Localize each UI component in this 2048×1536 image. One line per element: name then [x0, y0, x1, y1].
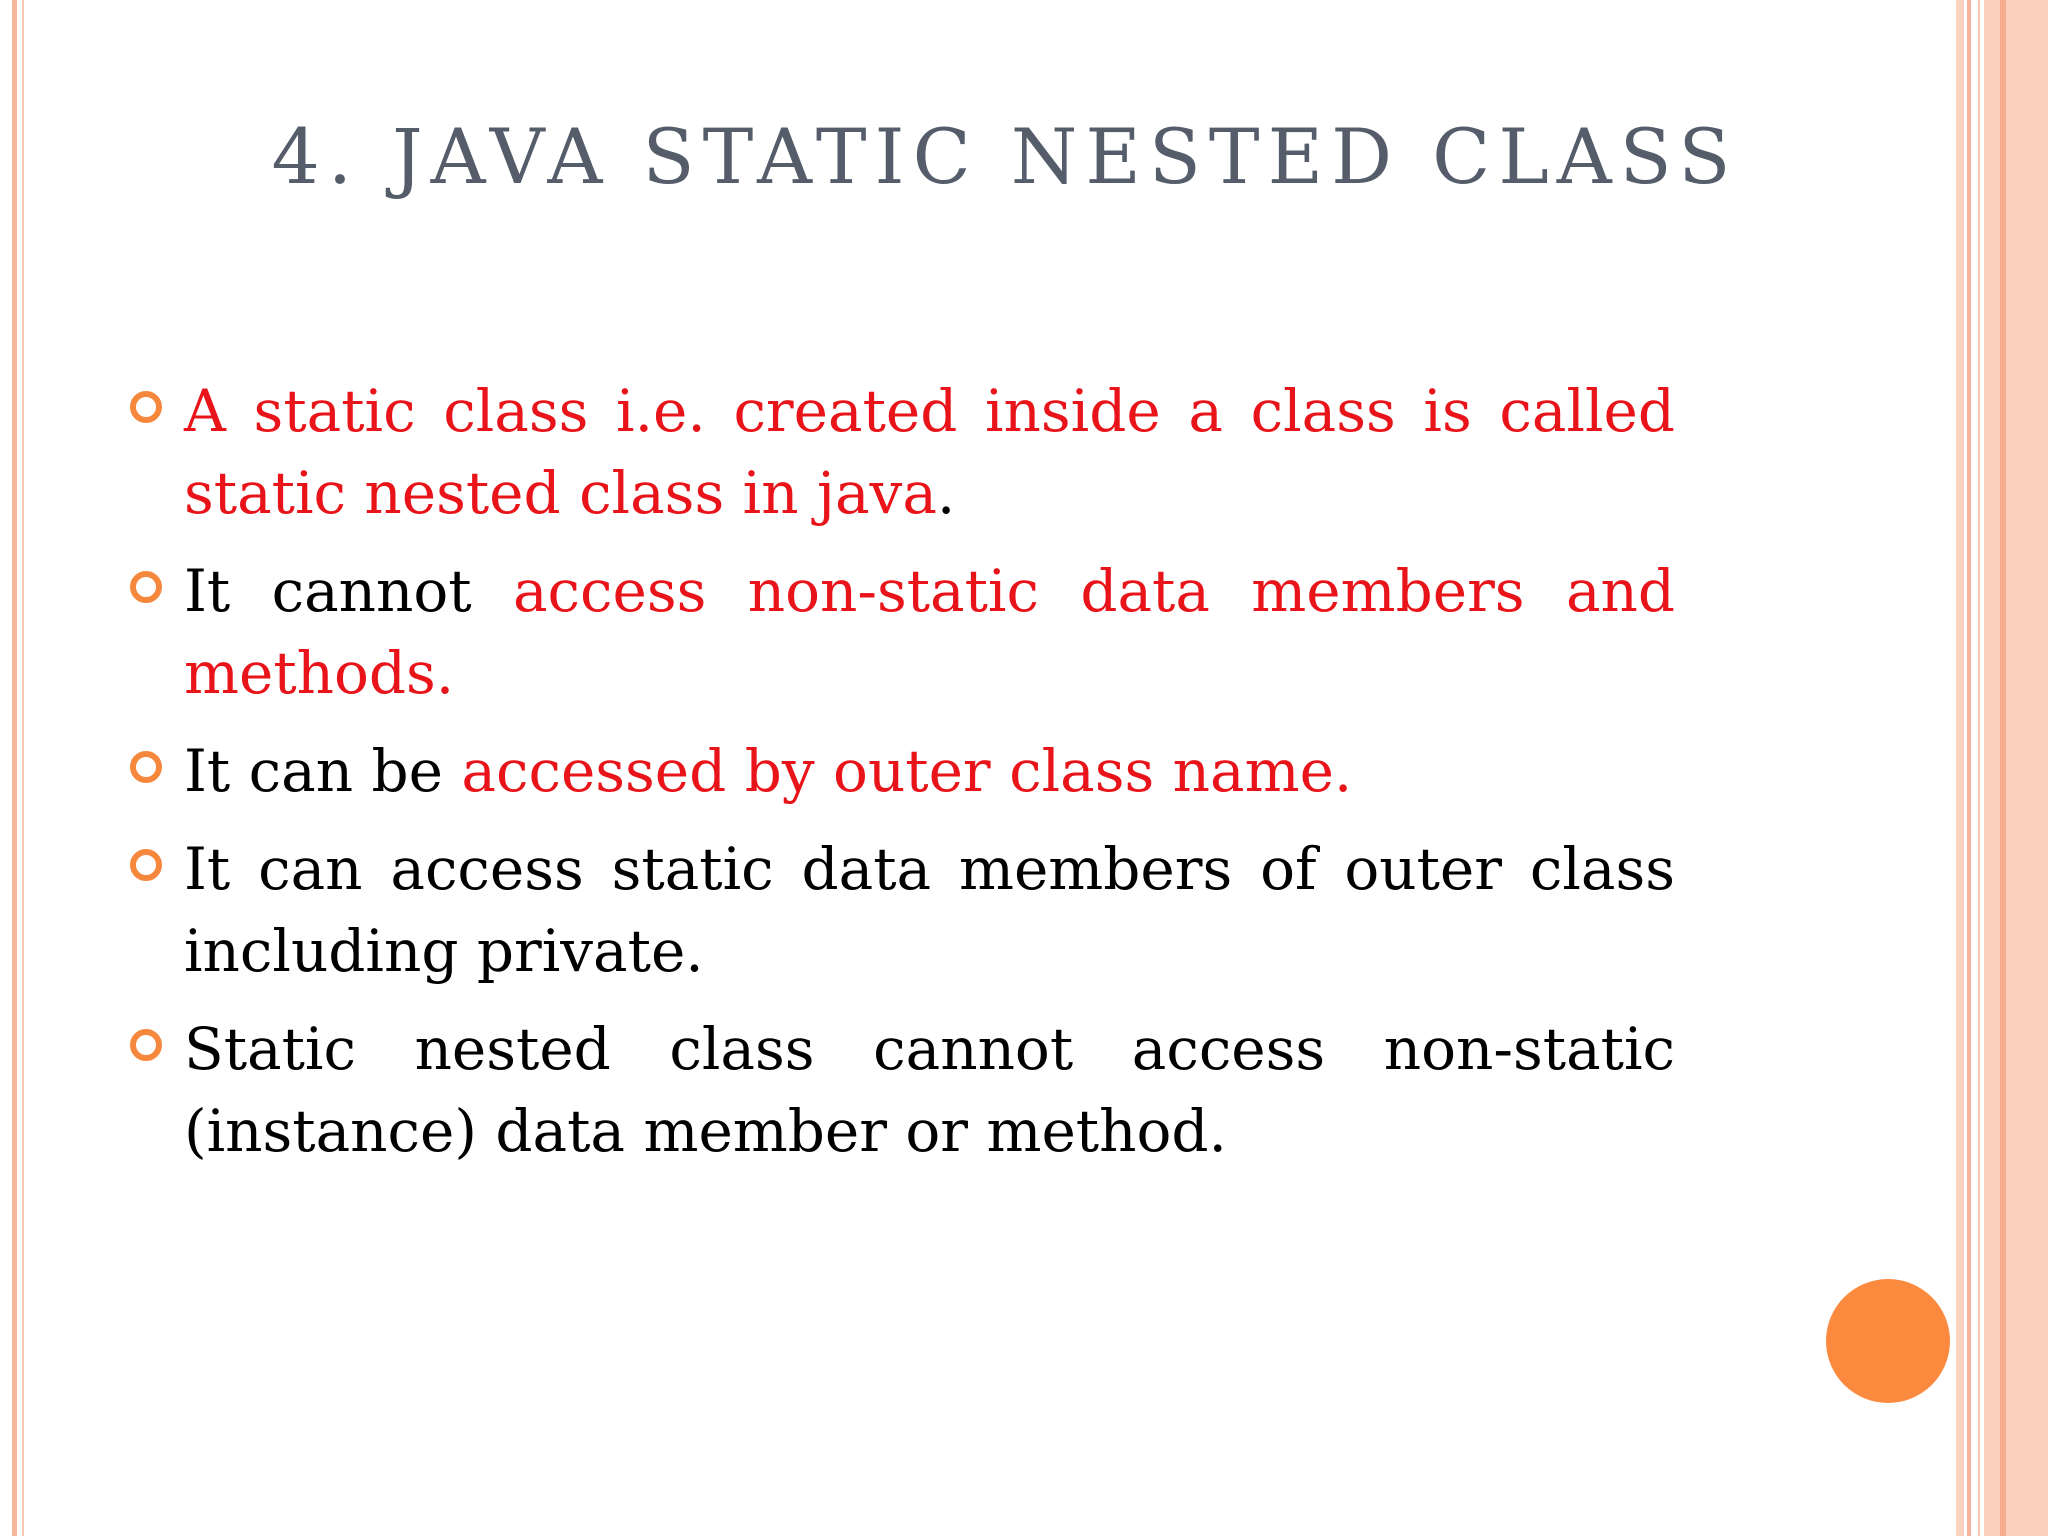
bullet-text: It can be — [184, 737, 462, 805]
orange-circle-decoration — [1826, 1279, 1950, 1403]
circle-bullet-icon — [130, 849, 162, 881]
right-decor-band — [2000, 0, 2006, 1536]
bullet-item — [130, 1008, 1675, 1172]
left-border-line-thin — [22, 0, 24, 1536]
bullet-text: . — [936, 459, 956, 527]
bullet-text-highlight: accessed by outer class name. — [461, 737, 1353, 805]
bullet-item — [130, 370, 1675, 534]
circle-bullet-icon — [130, 1029, 162, 1061]
right-decor-band — [1967, 0, 1971, 1536]
bullet-text: Static nested class cannot access non-static (instance) data member or method. — [184, 1015, 1675, 1165]
circle-bullet-icon — [130, 751, 162, 783]
bullet-text: It can access static data members of outer class including private. — [184, 835, 1675, 985]
right-decor-band — [1956, 0, 1964, 1536]
bullet-text: It cannot — [184, 557, 513, 625]
circle-bullet-icon — [130, 571, 162, 603]
slide-title: 4. JAVA STATIC NESTED CLASS — [271, 112, 1739, 201]
left-border-line — [12, 0, 17, 1536]
right-decor-band — [1984, 0, 2048, 1536]
bullet-item — [130, 828, 1675, 992]
bullet-text-highlight: access non-static data members and methods. — [184, 557, 1675, 707]
bullet-item — [130, 550, 1675, 714]
bullet-item — [130, 730, 1675, 812]
right-decor-band — [1978, 0, 1980, 1536]
bullet-text-highlight: A static class i.e. created inside a class is called static nested class in java — [184, 377, 1675, 527]
circle-bullet-icon — [130, 391, 162, 423]
bullet-list — [130, 370, 1675, 1188]
